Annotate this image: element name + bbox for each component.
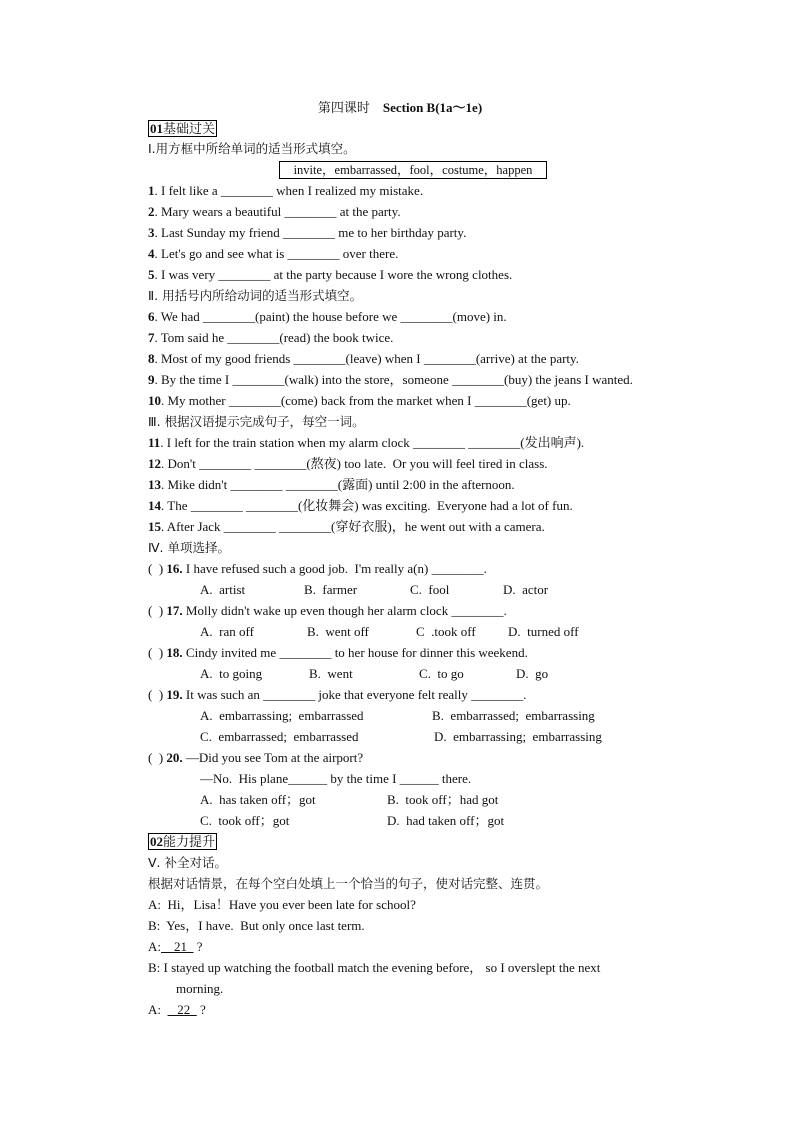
question-5: 5. I was very ________ at the party because I wore the wrong clothes. bbox=[148, 267, 513, 282]
question-7: 7. Tom said he ________(read) the book twice. bbox=[148, 330, 394, 345]
word-box: invite，embarrassed，fool，costume，happen bbox=[279, 161, 547, 179]
question-17: ( ) 17. Molly didn't wake up even though her alarm clock ________. bbox=[148, 603, 507, 618]
title-cn: 第四课时 bbox=[317, 100, 370, 115]
q16-option-b: B. farmer bbox=[304, 582, 358, 597]
q17-option-b: B. went off bbox=[307, 624, 369, 639]
part3-heading: Ⅲ. 根据汉语提示完成句子，每空一词。 bbox=[148, 414, 365, 429]
question-10: 10. My mother ________(come) back from the market when I ________(get) up. bbox=[148, 393, 571, 408]
dialogue-line-3: A: 21 ? bbox=[148, 939, 203, 954]
q17-option-a: A. ran off bbox=[200, 624, 254, 639]
question-14: 14. The ________ ________(化妆舞会) was exciting. Everyone had a lot of fun. bbox=[148, 498, 573, 513]
dialogue-line-4-cont: morning. bbox=[176, 981, 224, 996]
blank-21: 21 bbox=[161, 939, 194, 954]
part1-heading: Ⅰ.用方框中所给单词的适当形式填空。 bbox=[148, 141, 356, 156]
question-1: 1. I felt like a ________ when I realized my mistake. bbox=[148, 183, 424, 198]
q19-option-a: A. embarrassing; embarrassed bbox=[200, 708, 364, 723]
section-02-number: 02 bbox=[150, 834, 163, 849]
question-4: 4. Let's go and see what is ________ over there. bbox=[148, 246, 399, 261]
question-12: 12. Don't ________ ________(熬夜) too late. Or you will feel tired in class. bbox=[148, 456, 548, 471]
question-16: ( ) 16. I have refused such a good job. I'm really a(n) ________. bbox=[148, 561, 487, 576]
blank-22: 22 bbox=[167, 1002, 197, 1017]
q18-option-b: B. went bbox=[309, 666, 353, 681]
question-11: 11. I left for the train station when my alarm clock ________ ________(发出响声). bbox=[148, 435, 585, 450]
section-01-label: 基础过关 bbox=[163, 121, 216, 136]
section-02-tag bbox=[148, 834, 217, 850]
section-02-label: 能力提升 bbox=[163, 834, 216, 849]
part5-heading: Ⅴ. 补全对话。 bbox=[148, 855, 227, 870]
q20-option-c: C. took off；got bbox=[200, 813, 290, 828]
dialogue-line-4: B: I stayed up watching the football match the evening before， so I overslept the next bbox=[148, 960, 601, 975]
q19-option-c: C. embarrassed; embarrassed bbox=[200, 729, 359, 744]
part4-heading: Ⅳ. 单项选择。 bbox=[148, 540, 230, 555]
title-en: Section B(1a～1e) bbox=[382, 100, 483, 115]
q18-option-c: C. to go bbox=[419, 666, 464, 681]
question-13: 13. Mike didn't ________ ________(露面) until 2:00 in the afternoon. bbox=[148, 477, 515, 492]
question-2: 2. Mary wears a beautiful ________ at the party. bbox=[148, 204, 401, 219]
question-19: ( ) 19. It was such an ________ joke that everyone felt really ________. bbox=[148, 687, 527, 702]
q18-option-a: A. to going bbox=[200, 666, 263, 681]
question-6: 6. We had ________(paint) the house before we ________(move) in. bbox=[148, 309, 507, 324]
q16-option-d: D. actor bbox=[503, 582, 549, 597]
q16-option-a: A. artist bbox=[200, 582, 246, 597]
question-20: ( ) 20. —Did you see Tom at the airport? bbox=[148, 750, 364, 765]
q17-option-d: D. turned off bbox=[508, 624, 579, 639]
question-9: 9. By the time I ________(walk) into the store，someone ________(buy) the jeans I wanted. bbox=[148, 372, 633, 387]
q19-option-d: D. embarrassing; embarrassing bbox=[434, 729, 602, 744]
q16-option-c: C. fool bbox=[410, 582, 450, 597]
part2-heading: Ⅱ. 用括号内所给动词的适当形式填空。 bbox=[148, 288, 363, 303]
section-01-tag bbox=[148, 121, 217, 137]
dialogue-line-1: A: Hi，Lisa！Have you ever been late for school? bbox=[148, 897, 416, 912]
page-title bbox=[0, 100, 800, 116]
q20-option-a: A. has taken off；got bbox=[200, 792, 316, 807]
question-18: ( ) 18. Cindy invited me ________ to her house for dinner this weekend. bbox=[148, 645, 528, 660]
q19-option-b: B. embarrassed; embarrassing bbox=[432, 708, 595, 723]
part5-instructions: 根据对话情景，在每个空白处填上一个恰当的句子，使对话完整、连贯。 bbox=[148, 876, 549, 891]
dialogue-line-5: A: 22 ? bbox=[148, 1002, 206, 1017]
q20-reply: —No. His plane______ by the time I ______ there. bbox=[200, 771, 472, 786]
dialogue-line-2: B: Yes，I have. But only once last term. bbox=[148, 918, 365, 933]
question-3: 3. Last Sunday my friend ________ me to her birthday party. bbox=[148, 225, 467, 240]
section-01-number: 01 bbox=[150, 121, 163, 136]
question-8: 8. Most of my good friends ________(leave) when I ________(arrive) at the party. bbox=[148, 351, 579, 366]
q17-option-c: C .took off bbox=[416, 624, 476, 639]
q20-option-d: D. had taken off；got bbox=[387, 813, 505, 828]
q20-option-b: B. took off；had got bbox=[387, 792, 499, 807]
question-15: 15. After Jack ________ ________(穿好衣服)，he went out with a camera. bbox=[148, 519, 545, 534]
q18-option-d: D. go bbox=[516, 666, 549, 681]
